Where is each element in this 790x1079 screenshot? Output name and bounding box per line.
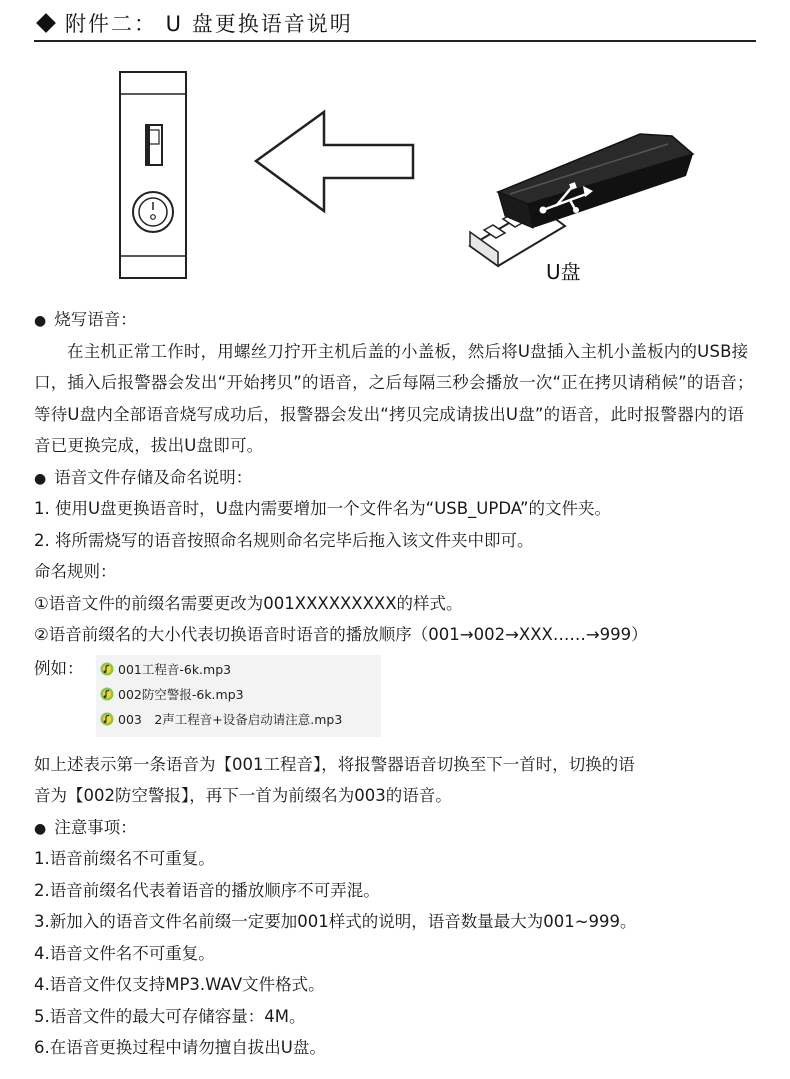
file-item (96, 707, 381, 732)
step-item: 2. 将所需烧写的语音按照命名规则命名完毕后拖入该文件夹中即可。 (34, 530, 534, 550)
note-item: 4.语音文件名不可重复。 (34, 943, 215, 963)
host-panel-icon (120, 72, 186, 278)
note-item: 3.新加入的语音文件名前缀一定要加001样式的说明，语音数量最大为001~999。 (34, 912, 637, 931)
file-item (96, 682, 381, 707)
note-item: 4.语音文件仅支持MP3.WAV文件格式。 (34, 975, 325, 994)
file-name: 002防空警报-6k.mp3 (118, 687, 244, 702)
audio-file-icon (100, 712, 114, 726)
audio-file-icon (100, 687, 114, 701)
note-item: 1.语音前缀名不可重复。 (34, 849, 215, 868)
instructions (34, 304, 760, 1064)
diamond-icon (36, 13, 56, 33)
file-item (96, 657, 381, 682)
section-title (34, 6, 756, 42)
arrow-left-icon (256, 112, 413, 211)
usb-drive-label: U盘 (546, 260, 581, 284)
file-name: 001工程音-6k.mp3 (118, 662, 232, 677)
section-heading-notes: ● 注意事项： (34, 812, 760, 844)
section-heading-burn: ● 烧写语音： (34, 304, 760, 336)
step-item: 1. 使用U盘更换语音时，U盘内需要增加一个文件名为“USB_UPDA”的文件夹。 (34, 499, 612, 518)
burn-paragraph: 在主机正常工作时，用螺丝刀拧开主机后盖的小盖板，然后将U盘插入主机小盖板内的USB接口，插入后报警器会发出“开始拷贝”的语音，之后每隔三秒会播放一次“正在拷贝请稍候”的语音；等待U盘内全部语音烧写成功后，报警器会发出“拷贝完成请拔出U盘”的语音，此时报警器内的语音已更换完成，拔出U盘即可。 (34, 341, 754, 455)
explanation-line: 如上述表示第一条语音为【001工程音】，将报警器语音切换至下一首时，切换的语 (34, 754, 635, 774)
explanation-line: 音为【002防空警报】，再下一首为前缀名为003的语音。 (34, 786, 452, 805)
example-label: 例如： (34, 658, 84, 678)
page-title: 附件二： U 盘更换语音说明 (65, 12, 353, 36)
file-list (96, 655, 381, 737)
file-name: 003 2声工程音+设备启动请注意.mp3 (118, 712, 343, 727)
example-row (34, 653, 760, 749)
usb-drive-icon (470, 134, 693, 266)
usb-insert-illustration (0, 50, 790, 290)
rules-heading: 命名规则： (34, 562, 117, 581)
rule-item: ②语音前缀名的大小代表切换语音时语音的播放顺序（001→002→XXX……→999） (34, 625, 648, 644)
section-heading-naming: ● 语音文件存储及命名说明： (34, 462, 760, 494)
note-item: 5.语音文件的最大可存储容量：4M。 (34, 1006, 306, 1026)
note-item: 6.在语音更换过程中请勿擅自拔出U盘。 (34, 1038, 326, 1057)
note-item: 2.语音前缀名代表着语音的播放顺序不可弄混。 (34, 880, 380, 900)
audio-file-icon (100, 662, 114, 676)
rule-item: ①语音文件的前缀名需要更改为001XXXXXXXXX的样式。 (34, 593, 463, 613)
